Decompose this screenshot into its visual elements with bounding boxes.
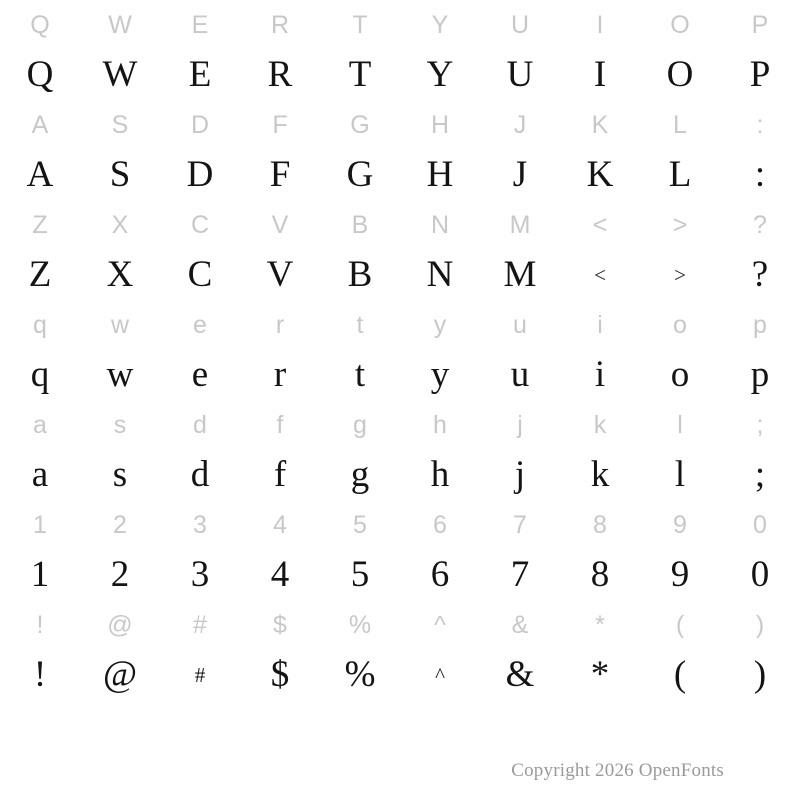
- glyph-cell: ^: [435, 663, 445, 687]
- glyph-cell: F: [269, 154, 291, 195]
- key-label-cell: 7: [513, 511, 527, 539]
- key-label-cell: 9: [673, 511, 687, 539]
- key-label-cell: :: [756, 111, 764, 139]
- glyph-cell: K: [586, 154, 614, 195]
- glyph-cell: q: [30, 354, 50, 395]
- glyph-cell: i: [594, 354, 606, 395]
- key-label-cell: K: [591, 111, 609, 139]
- glyph-cell: t: [354, 354, 366, 395]
- key-label-cell: p: [753, 311, 767, 339]
- glyph-cell: %: [344, 654, 376, 695]
- glyph-cell: y: [430, 354, 450, 395]
- glyph-cell: L: [668, 154, 692, 195]
- glyph-cell: M: [503, 254, 537, 295]
- glyph-cell: &: [505, 654, 535, 695]
- key-label-cell: $: [273, 611, 287, 639]
- glyph-cell: ?: [751, 254, 769, 295]
- key-label-cell: R: [270, 11, 290, 39]
- key-label-cell: I: [596, 11, 604, 39]
- copyright-text: Copyright 2026 OpenFonts: [511, 760, 724, 781]
- key-label-row: [0, 200, 800, 250]
- glyph-row: [0, 650, 800, 700]
- glyph-cell: <: [594, 263, 606, 287]
- key-label-cell: 1: [33, 511, 47, 539]
- glyph-cell: C: [187, 254, 213, 295]
- key-label-cell: X: [111, 211, 129, 239]
- glyph-cell: g: [350, 454, 370, 495]
- glyph-cell: X: [106, 254, 134, 295]
- key-label-cell: 6: [433, 511, 447, 539]
- glyph-cell: N: [426, 254, 454, 295]
- key-label-cell: ?: [753, 211, 767, 239]
- glyph-cell: 5: [350, 554, 370, 595]
- key-label-cell: 3: [193, 511, 207, 539]
- key-label-cell: O: [670, 11, 690, 39]
- key-label-cell: F: [272, 111, 288, 139]
- key-label-cell: t: [356, 311, 364, 339]
- glyph-cell: (: [673, 654, 687, 695]
- key-label-cell: u: [513, 311, 527, 339]
- glyph-cell: Q: [26, 54, 54, 95]
- glyph-cell: U: [506, 54, 534, 95]
- glyph-cell: B: [347, 254, 373, 295]
- glyph-cell: r: [273, 354, 287, 395]
- key-label-cell: h: [433, 411, 447, 439]
- glyph-row: [0, 550, 800, 600]
- key-label-cell: &: [511, 611, 529, 639]
- glyph-cell: 7: [510, 554, 530, 595]
- glyph-cell: f: [273, 454, 287, 495]
- glyph-cell: V: [266, 254, 294, 295]
- key-label-cell: w: [110, 311, 130, 339]
- key-label-cell: r: [275, 311, 285, 339]
- key-label-cell: Y: [431, 11, 449, 39]
- key-label-cell: E: [191, 11, 209, 39]
- glyph-cell: w: [106, 354, 134, 395]
- footer: [0, 760, 800, 782]
- key-label-cell: U: [510, 11, 530, 39]
- key-label-cell: k: [593, 411, 607, 439]
- key-label-cell: H: [430, 111, 450, 139]
- key-label-cell: !: [36, 611, 44, 639]
- glyph-cell: >: [674, 263, 686, 287]
- glyph-cell: :: [754, 154, 766, 195]
- key-label-cell: P: [751, 11, 769, 39]
- key-label-cell: B: [351, 211, 369, 239]
- key-label-cell: o: [673, 311, 687, 339]
- glyph-cell: @: [102, 654, 138, 695]
- key-label-cell: e: [193, 311, 207, 339]
- glyph-cell: R: [267, 54, 293, 95]
- key-label-cell: 5: [353, 511, 367, 539]
- key-label-cell: D: [190, 111, 210, 139]
- key-label-row: [0, 600, 800, 650]
- glyph-row: [0, 150, 800, 200]
- glyph-cell: O: [666, 54, 694, 95]
- glyph-cell: u: [510, 354, 530, 395]
- key-label-cell: V: [271, 211, 289, 239]
- glyph-cell: 8: [590, 554, 610, 595]
- key-label-cell: y: [433, 311, 447, 339]
- key-label-cell: S: [111, 111, 129, 139]
- key-label-cell: @: [107, 611, 133, 639]
- key-label-cell: 2: [113, 511, 127, 539]
- glyph-cell: d: [190, 454, 210, 495]
- glyph-cell: s: [112, 454, 128, 495]
- glyph-row: [0, 250, 800, 300]
- key-label-row: [0, 500, 800, 550]
- glyph-cell: Z: [28, 254, 52, 295]
- glyph-cell: o: [670, 354, 690, 395]
- glyph-cell: 6: [430, 554, 450, 595]
- key-label-cell: >: [672, 211, 688, 239]
- key-label-cell: 8: [593, 511, 607, 539]
- key-label-cell: j: [517, 411, 523, 439]
- glyph-cell: W: [102, 54, 138, 95]
- key-label-cell: ;: [756, 411, 764, 439]
- key-label-cell: N: [430, 211, 450, 239]
- key-label-cell: ^: [434, 611, 446, 639]
- glyph-cell: 4: [270, 554, 290, 595]
- key-label-row: [0, 300, 800, 350]
- key-label-cell: C: [190, 211, 210, 239]
- key-label-cell: %: [348, 611, 372, 639]
- key-label-cell: L: [673, 111, 687, 139]
- key-label-cell: *: [595, 611, 605, 639]
- glyph-cell: Y: [426, 54, 454, 95]
- glyph-cell: a: [31, 454, 49, 495]
- key-label-cell: f: [276, 411, 284, 439]
- key-label-cell: d: [193, 411, 207, 439]
- key-label-cell: W: [108, 11, 132, 39]
- glyph-cell: H: [426, 154, 454, 195]
- key-label-cell: #: [193, 611, 207, 639]
- key-label-row: [0, 400, 800, 450]
- key-label-cell: 4: [273, 511, 287, 539]
- glyph-cell: $: [270, 654, 290, 695]
- glyph-cell: 2: [110, 554, 130, 595]
- glyph-cell: j: [514, 454, 526, 495]
- glyph-row: [0, 350, 800, 400]
- key-label-cell: s: [113, 411, 127, 439]
- key-label-cell: 0: [753, 511, 767, 539]
- glyph-cell: ): [753, 654, 767, 695]
- glyph-cell: e: [191, 354, 209, 395]
- key-label-cell: Q: [30, 11, 50, 39]
- glyph-cell: I: [593, 54, 607, 95]
- glyph-cell: #: [194, 663, 206, 687]
- glyph-cell: p: [750, 354, 770, 395]
- glyph-cell: S: [109, 154, 131, 195]
- glyph-cell: h: [430, 454, 450, 495]
- key-label-cell: T: [352, 11, 368, 39]
- glyph-row: [0, 50, 800, 100]
- glyph-cell: k: [590, 454, 610, 495]
- key-label-cell: l: [677, 411, 683, 439]
- key-label-cell: q: [33, 311, 47, 339]
- key-label-row: [0, 100, 800, 150]
- glyph-cell: T: [348, 54, 372, 95]
- glyph-cell: 3: [190, 554, 210, 595]
- key-label-cell: a: [33, 411, 47, 439]
- key-label-cell: J: [513, 111, 527, 139]
- key-label-cell: <: [592, 211, 608, 239]
- key-label-row: [0, 0, 800, 50]
- glyph-cell: 1: [30, 554, 50, 595]
- glyph-cell: A: [26, 154, 54, 195]
- key-label-cell: A: [31, 111, 49, 139]
- glyph-cell: !: [33, 654, 47, 695]
- glyph-cell: J: [512, 154, 528, 195]
- key-label-cell: (: [675, 611, 685, 639]
- key-label-cell: Z: [32, 211, 48, 239]
- key-label-cell: g: [353, 411, 367, 439]
- glyph-cell: ;: [754, 454, 766, 495]
- glyph-cell: E: [188, 54, 212, 95]
- key-label-cell: ): [755, 611, 765, 639]
- glyph-cell: G: [346, 154, 374, 195]
- key-label-cell: G: [350, 111, 370, 139]
- glyph-cell: *: [590, 654, 610, 695]
- glyph-cell: 9: [670, 554, 690, 595]
- glyph-cell: D: [186, 154, 214, 195]
- key-label-cell: M: [509, 211, 531, 239]
- glyph-cell: P: [749, 54, 771, 95]
- glyph-row: [0, 450, 800, 500]
- glyph-cell: l: [674, 454, 686, 495]
- key-label-cell: i: [597, 311, 603, 339]
- glyph-cell: 0: [750, 554, 770, 595]
